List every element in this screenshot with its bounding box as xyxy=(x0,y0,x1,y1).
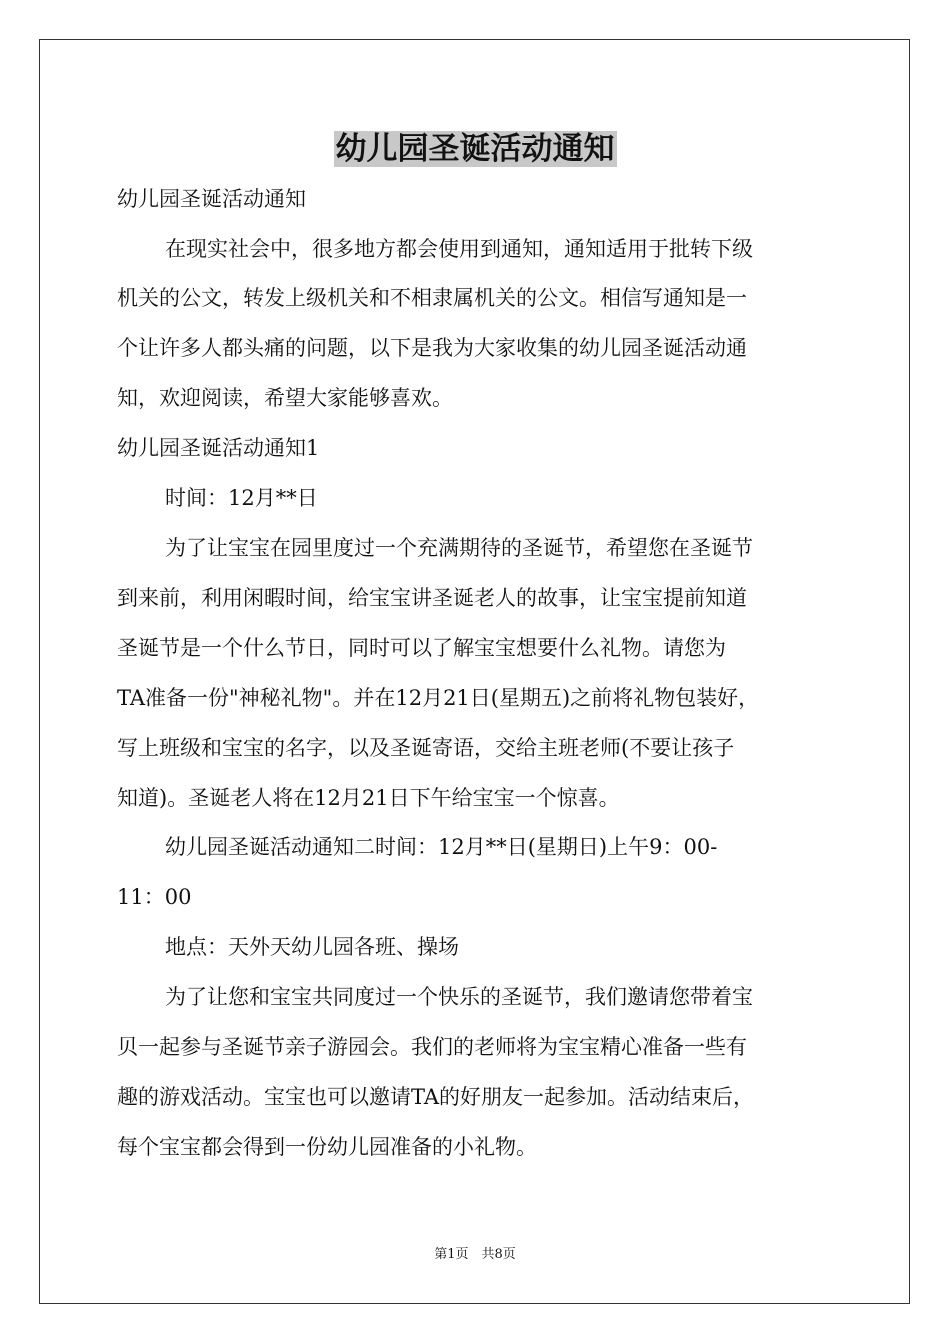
body-line: 写上班级和宝宝的名字，以及圣诞寄语，交给主班老师(不要让孩子 xyxy=(117,736,735,760)
subtitle-line: 幼儿园圣诞活动通知 xyxy=(117,187,306,211)
body-line: TA准备一份"神秘礼物"。并在12月21日(星期五)之前将礼物包装好， xyxy=(117,686,760,710)
title-highlight: 幼儿园圣诞活动通知 xyxy=(335,131,615,167)
body-line: 11：00 xyxy=(117,885,192,909)
body-line: 圣诞节是一个什么节日，同时可以了解宝宝想要什么礼物。请您为 xyxy=(117,636,726,660)
body-line: 为了让您和宝宝共同度过一个快乐的圣诞节，我们邀请您带着宝 xyxy=(165,985,753,1009)
page-border xyxy=(39,39,910,1304)
section-heading: 幼儿园圣诞活动通知1 xyxy=(117,436,320,460)
body-line: 在现实社会中，很多地方都会使用到通知，通知适用于批转下级 xyxy=(165,237,753,261)
body-line: 知道)。圣诞老人将在12月21日下午给宝宝一个惊喜。 xyxy=(117,786,620,810)
body-line: 贝一起参与圣诞节亲子游园会。我们的老师将为宝宝精心准备一些有 xyxy=(117,1035,747,1059)
body-line: 时间：12月**日 xyxy=(165,486,318,510)
body-line: 幼儿园圣诞活动通知二时间：12月**日(星期日)上午9：00- xyxy=(165,835,718,859)
page-footer: 第1页 共8页 xyxy=(434,1247,516,1262)
body-line: 为了让宝宝在园里度过一个充满期待的圣诞节，希望您在圣诞节 xyxy=(165,536,753,560)
body-line: 个让许多人都头痛的问题，以下是我为大家收集的幼儿园圣诞活动通 xyxy=(117,336,747,360)
document-title xyxy=(0,127,950,171)
body-line: 机关的公文，转发上级机关和不相隶属机关的公文。相信写通知是一 xyxy=(117,286,747,310)
body-line: 地点：天外天幼儿园各班、操场 xyxy=(165,935,459,959)
body-line: 每个宝宝都会得到一份幼儿园准备的小礼物。 xyxy=(117,1135,537,1159)
body-line: 知，欢迎阅读，希望大家能够喜欢。 xyxy=(117,386,453,410)
body-line: 到来前，利用闲暇时间，给宝宝讲圣诞老人的故事，让宝宝提前知道 xyxy=(117,586,747,610)
body-line: 趣的游戏活动。宝宝也可以邀请TA的好朋友一起参加。活动结束后， xyxy=(117,1085,755,1109)
